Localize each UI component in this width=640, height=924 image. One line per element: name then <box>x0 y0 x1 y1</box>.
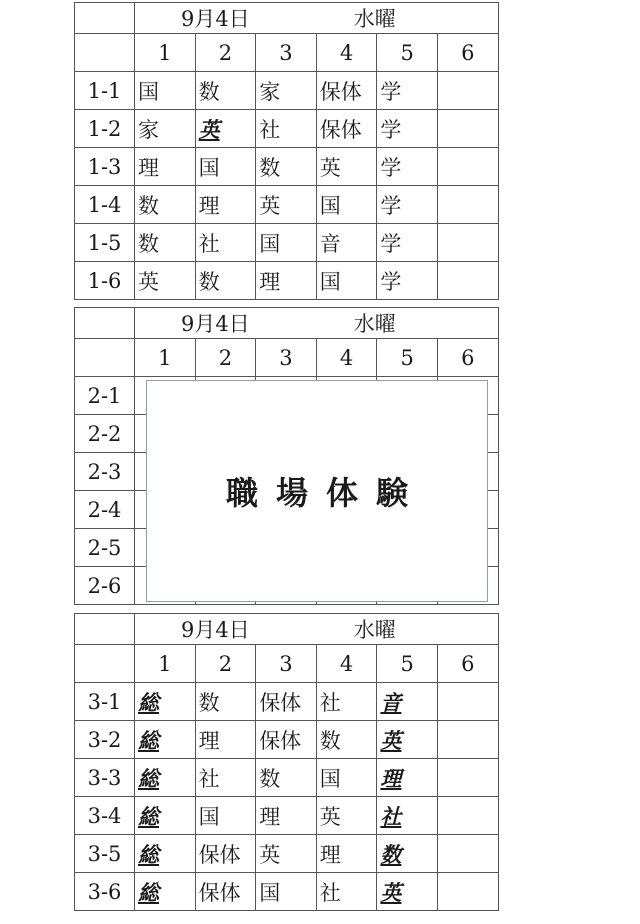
subject-cell-changed: 英 <box>377 721 438 759</box>
subject-cell-changed: 総 <box>135 759 196 797</box>
subject-cell: 学 <box>377 148 438 186</box>
class-label: 3-5 <box>75 835 135 873</box>
class-label: 1-6 <box>75 262 135 300</box>
class-label: 2-6 <box>75 567 135 605</box>
grade-1-timetable <box>74 2 498 300</box>
subject-cell: 英 <box>256 835 317 873</box>
subject-cell: 数 <box>316 721 377 759</box>
class-row <box>75 72 499 110</box>
subject-cell: 英 <box>316 148 377 186</box>
subject-cell <box>437 186 498 224</box>
workplace-experience-box <box>146 380 488 602</box>
subject-cell: 英 <box>316 797 377 835</box>
subject-cell: 英 <box>256 186 317 224</box>
subject-cell: 理 <box>135 148 196 186</box>
subject-cell: 数 <box>135 224 196 262</box>
period-header: 2 <box>195 339 256 377</box>
subject-cell-changed: 音 <box>377 683 438 721</box>
date-text: 9月4日 <box>181 312 250 336</box>
period-header-row <box>75 645 499 683</box>
subject-cell-changed: 数 <box>377 835 438 873</box>
timetable-grid <box>74 613 499 911</box>
class-row <box>75 186 499 224</box>
subject-cell: 社 <box>316 873 377 911</box>
subject-cell <box>437 797 498 835</box>
subject-cell: 保体 <box>195 835 256 873</box>
subject-cell: 社 <box>256 110 317 148</box>
subject-cell: 国 <box>195 148 256 186</box>
timetable-grid <box>74 2 499 300</box>
period-header: 1 <box>135 34 196 72</box>
period-header: 1 <box>135 339 196 377</box>
date-row <box>75 614 499 645</box>
date-cell <box>135 3 499 34</box>
weekday-text: 水曜 <box>353 7 396 31</box>
subject-cell <box>437 683 498 721</box>
subject-cell: 社 <box>316 683 377 721</box>
subject-cell-changed: 英 <box>377 873 438 911</box>
period-header: 5 <box>377 645 438 683</box>
subject-cell: 国 <box>135 72 196 110</box>
class-label: 2-3 <box>75 453 135 491</box>
subject-cell: 国 <box>316 186 377 224</box>
weekday-text: 水曜 <box>353 618 396 642</box>
subject-cell-changed: 英 <box>195 110 256 148</box>
subject-cell <box>437 759 498 797</box>
subject-cell-changed: 総 <box>135 721 196 759</box>
subject-cell: 理 <box>256 262 317 300</box>
subject-cell-changed: 総 <box>135 835 196 873</box>
subject-cell-changed: 総 <box>135 873 196 911</box>
corner-cell <box>75 308 135 339</box>
corner-cell <box>75 339 135 377</box>
subject-cell: 保体 <box>316 72 377 110</box>
class-row <box>75 110 499 148</box>
period-header: 1 <box>135 645 196 683</box>
corner-cell <box>75 645 135 683</box>
class-row <box>75 873 499 911</box>
subject-cell: 数 <box>195 72 256 110</box>
class-label: 3-4 <box>75 797 135 835</box>
subject-cell: 理 <box>316 835 377 873</box>
subject-cell <box>437 224 498 262</box>
weekday-text: 水曜 <box>353 312 396 336</box>
date-text: 9月4日 <box>181 7 250 31</box>
period-header: 5 <box>377 34 438 72</box>
date-row <box>75 308 499 339</box>
period-header: 4 <box>316 339 377 377</box>
date-row <box>75 3 499 34</box>
subject-cell <box>437 873 498 911</box>
class-row <box>75 262 499 300</box>
period-header-row <box>75 339 499 377</box>
subject-cell: 家 <box>135 110 196 148</box>
subject-cell: 国 <box>316 759 377 797</box>
period-header: 6 <box>437 34 498 72</box>
period-header-row <box>75 34 499 72</box>
subject-cell: 英 <box>135 262 196 300</box>
class-label: 2-2 <box>75 415 135 453</box>
subject-cell-changed: 社 <box>377 797 438 835</box>
subject-cell <box>437 148 498 186</box>
subject-cell <box>437 835 498 873</box>
date-cell <box>135 614 499 645</box>
period-header: 6 <box>437 339 498 377</box>
subject-cell: 学 <box>377 224 438 262</box>
period-header: 5 <box>377 339 438 377</box>
period-header: 4 <box>316 34 377 72</box>
workplace-experience-label: 職場体験 <box>225 474 426 512</box>
class-row <box>75 224 499 262</box>
subject-cell <box>437 721 498 759</box>
period-header: 3 <box>256 645 317 683</box>
class-label: 3-6 <box>75 873 135 911</box>
class-label: 1-4 <box>75 186 135 224</box>
subject-cell: 社 <box>195 224 256 262</box>
period-header: 6 <box>437 645 498 683</box>
class-row <box>75 759 499 797</box>
subject-cell <box>437 262 498 300</box>
corner-cell <box>75 34 135 72</box>
class-label: 1-3 <box>75 148 135 186</box>
subject-cell: 国 <box>316 262 377 300</box>
class-label: 1-5 <box>75 224 135 262</box>
class-label: 3-3 <box>75 759 135 797</box>
subject-cell: 数 <box>195 262 256 300</box>
class-row <box>75 148 499 186</box>
subject-cell: 学 <box>377 72 438 110</box>
subject-cell: 理 <box>195 186 256 224</box>
subject-cell: 家 <box>256 72 317 110</box>
grade-3-timetable <box>74 613 498 911</box>
subject-cell: 国 <box>256 873 317 911</box>
corner-cell <box>75 3 135 34</box>
subject-cell: 保体 <box>316 110 377 148</box>
class-label: 3-2 <box>75 721 135 759</box>
subject-cell: 理 <box>256 797 317 835</box>
subject-cell <box>437 110 498 148</box>
class-row <box>75 835 499 873</box>
subject-cell: 数 <box>195 683 256 721</box>
subject-cell-changed: 理 <box>377 759 438 797</box>
class-row <box>75 721 499 759</box>
subject-cell: 数 <box>135 186 196 224</box>
class-label: 2-1 <box>75 377 135 415</box>
class-label: 1-1 <box>75 72 135 110</box>
subject-cell: 理 <box>195 721 256 759</box>
subject-cell-changed: 総 <box>135 797 196 835</box>
period-header: 2 <box>195 34 256 72</box>
class-label: 1-2 <box>75 110 135 148</box>
subject-cell: 保体 <box>195 873 256 911</box>
class-label: 3-1 <box>75 683 135 721</box>
period-header: 3 <box>256 34 317 72</box>
date-text: 9月4日 <box>181 618 250 642</box>
subject-cell: 数 <box>256 759 317 797</box>
class-label: 2-5 <box>75 529 135 567</box>
class-label: 2-4 <box>75 491 135 529</box>
subject-cell: 学 <box>377 110 438 148</box>
subject-cell-changed: 総 <box>135 683 196 721</box>
subject-cell: 国 <box>195 797 256 835</box>
subject-cell: 音 <box>316 224 377 262</box>
date-cell <box>135 308 499 339</box>
subject-cell: 保体 <box>256 721 317 759</box>
subject-cell: 数 <box>256 148 317 186</box>
subject-cell: 学 <box>377 262 438 300</box>
subject-cell: 学 <box>377 186 438 224</box>
period-header: 4 <box>316 645 377 683</box>
corner-cell <box>75 614 135 645</box>
subject-cell <box>437 72 498 110</box>
subject-cell: 国 <box>256 224 317 262</box>
subject-cell: 社 <box>195 759 256 797</box>
subject-cell: 保体 <box>256 683 317 721</box>
period-header: 2 <box>195 645 256 683</box>
class-row <box>75 683 499 721</box>
period-header: 3 <box>256 339 317 377</box>
class-row <box>75 797 499 835</box>
